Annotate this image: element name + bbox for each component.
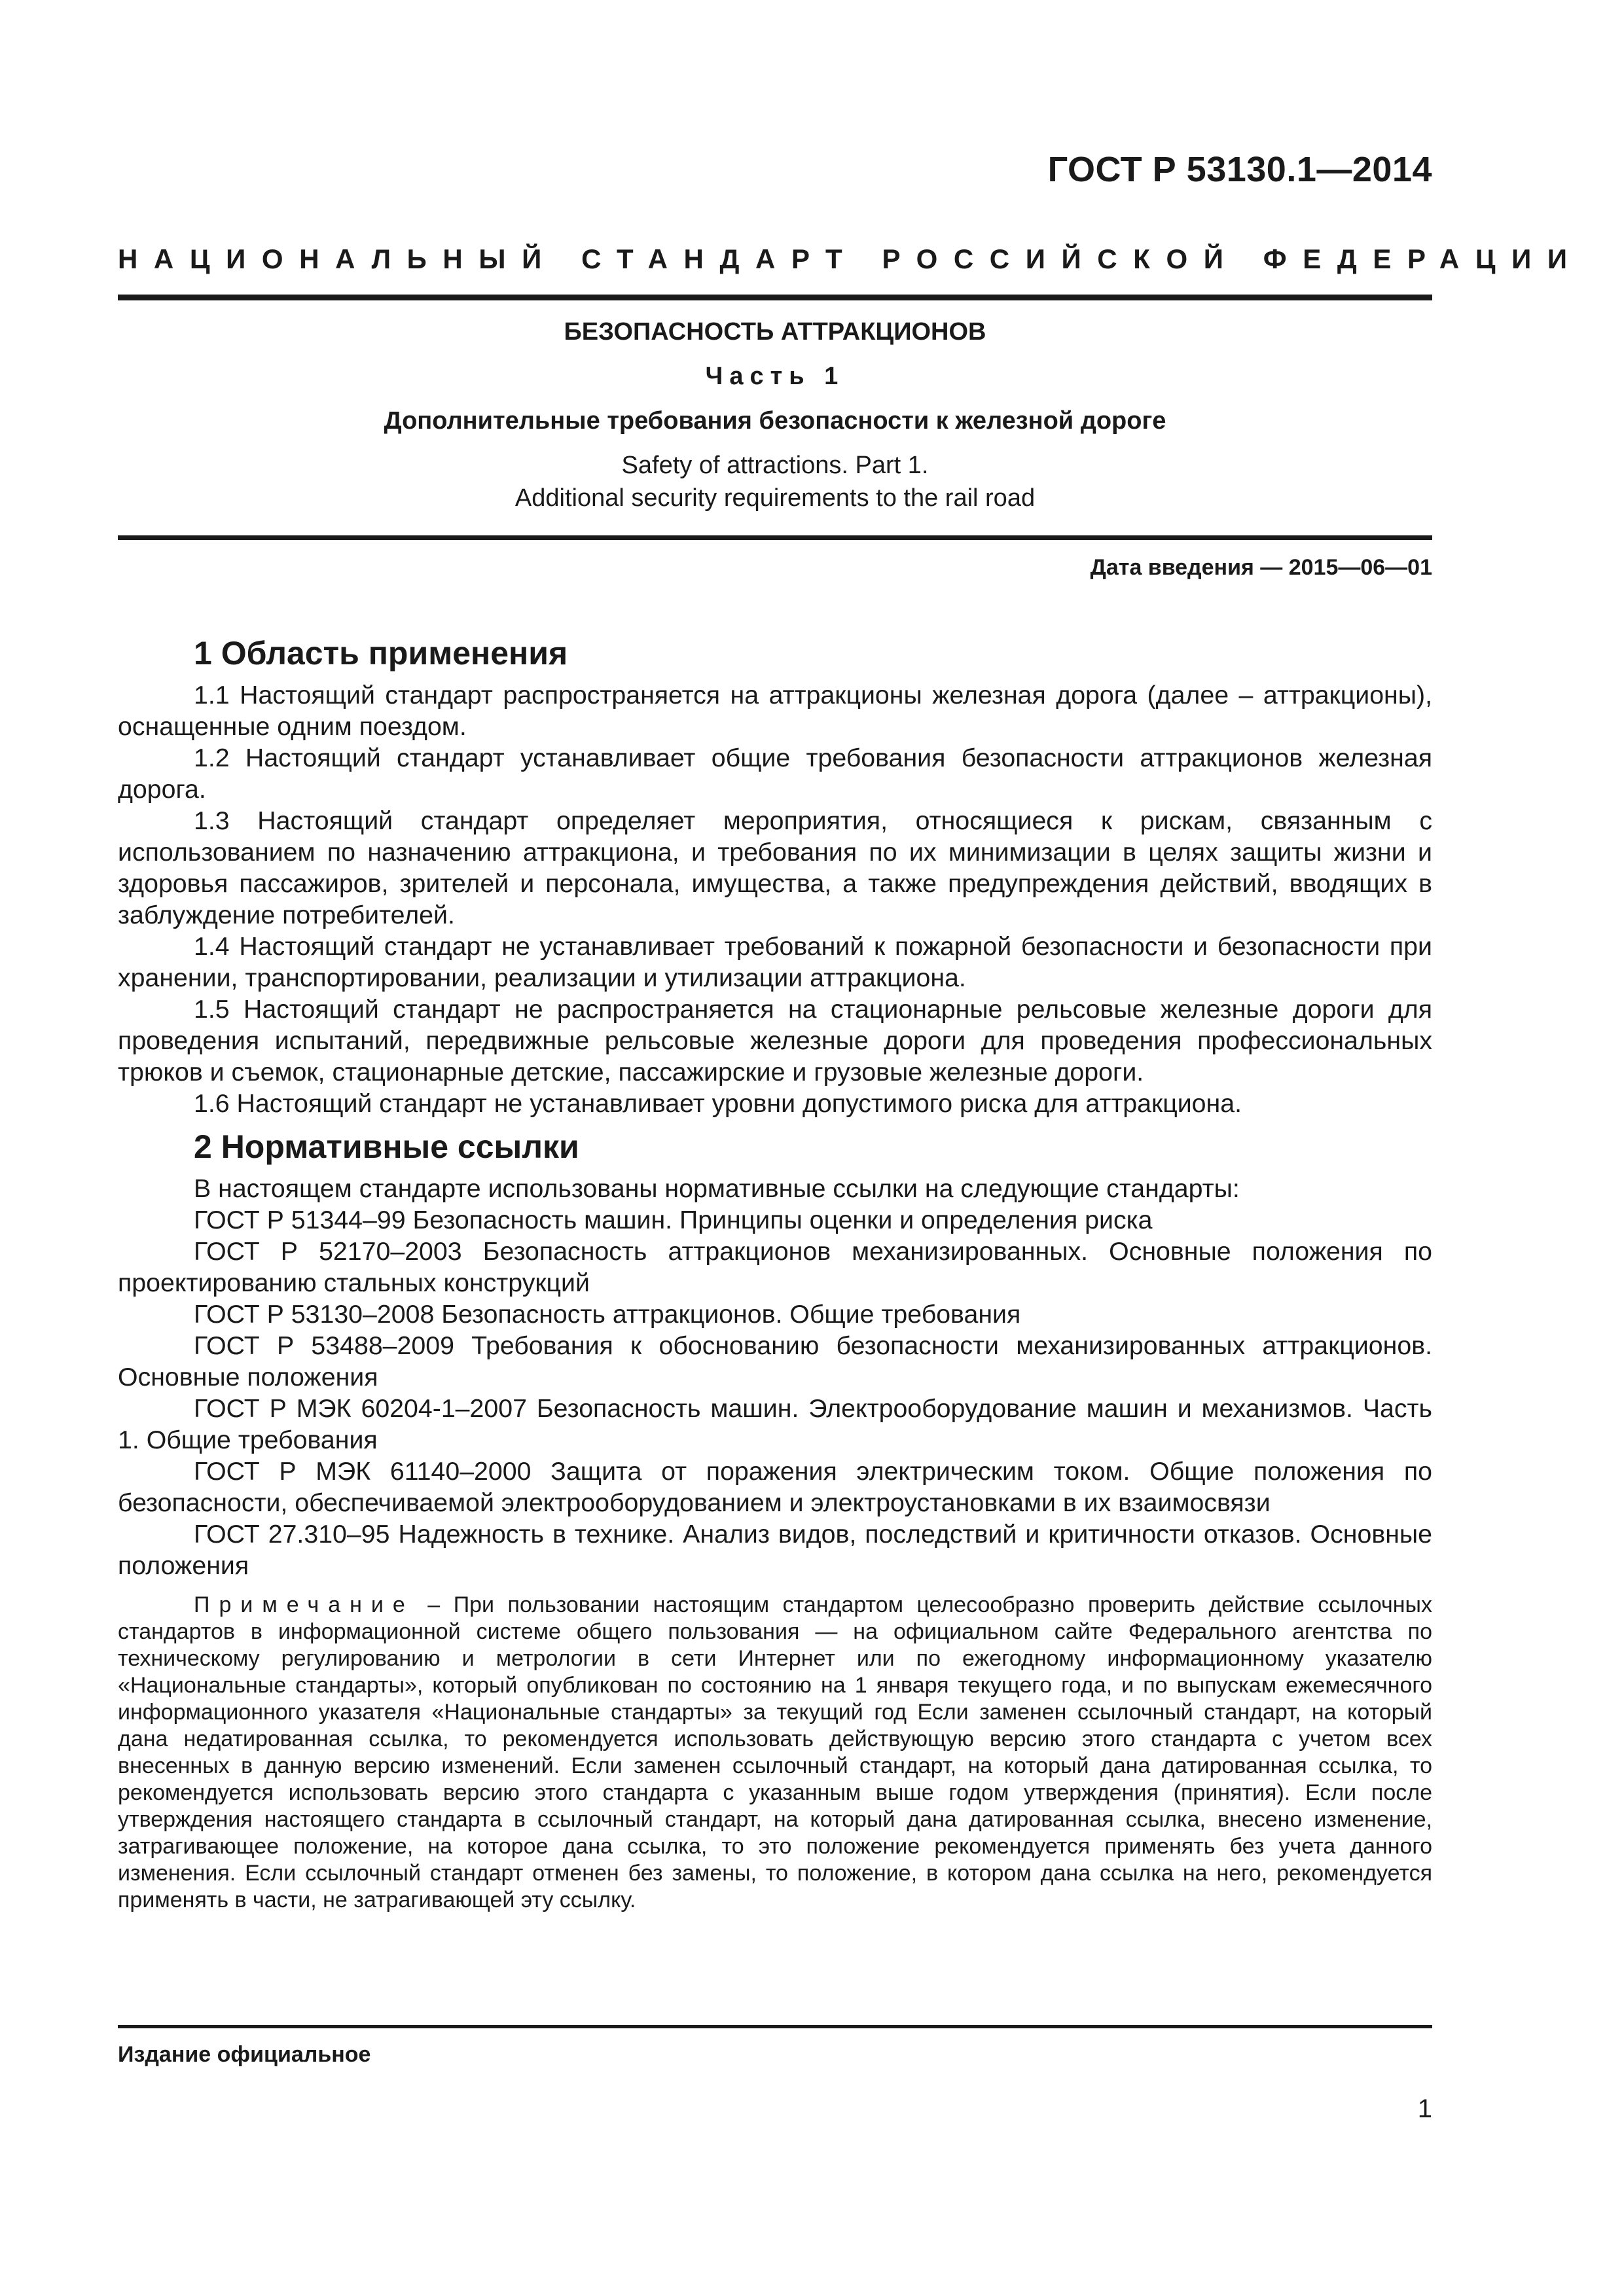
title-rule [118,535,1432,540]
reference-item: ГОСТ Р МЭК 60204-1–2007 Безопасность машин. Электрооборудование машин и механизмов. Часть 1. Общие требования [118,1394,1432,1454]
title-english [118,449,1432,514]
reference-item: ГОСТ Р 53130–2008 Безопасность аттракционов. Общие требования [194,1300,1021,1329]
title-block [118,315,1432,514]
note-text: – При пользовании настоящим стандартом целесообразно проверить действие ссылочных стандартов в информационной системе общего пользования — на официальном сайте Федерального агентства по техническому регулированию и метрологии в сети Интернет или по ежегодному информационному указателю «Национальные стандарты», который опубликован по состоянию на 1 января текущего года, и по выпускам ежемесячного информационного указателя «Национальные стандарты» за текущий год Если заменен ссылочный стандарт, на который дана недатированная ссылка, то рекомендуется использовать действующую версию этого стандарта с учетом всех внесенных в данную версию изменений. Если заменен ссылочный стандарт, на который дана датированная ссылка, то рекомендуется использовать версию этого стандарта с указанным выше годом утверждения (принятия). Если после утверждения настоящего стандарта в ссылочный стандарт, на который дана датированная ссылка, внесено изменение, затрагивающее положение, на которое дана ссылка, то это положение рекомендуется применять без учета данного изменения. Если ссылочный стандарт отменен без замены, то положение, в котором дана ссылка на него, рекомендуется применять в части, не затрагивающей эту ссылку. [118,1592,1432,1912]
title-english-line-2: Additional security requirements to the rail road [514,484,1036,512]
references-intro: В настоящем стандарте использованы нормативные ссылки на следующие стандарты: [194,1174,1240,1203]
title-main: БЕЗОПАСНОСТЬ АТТРАКЦИОНОВ [564,318,986,346]
reference-item: ГОСТ Р 52170–2003 Безопасность аттракционов механизированных. Основные положения по проектированию стальных конструкций [118,1237,1432,1297]
date-of-introduction: Дата введения — 2015—06—01 [1090,555,1432,580]
clause-1-5: 1.5 Настоящий стандарт не распространяется на стационарные рельсовые железные дороги для проведения испытаний, передвижные рельсовые железные дороги для проведения профессиональных трюков и съемок, стационарные детские, пассажирские и грузовые железные дороги. [118,995,1432,1086]
top-rule [118,295,1432,300]
clause-1-4: 1.4 Настоящий стандарт не устанавливает требований к пожарной безопасности и безопасности при хранении, транспортировании, реализации и утилизации аттракциона. [118,932,1432,992]
title-part: Часть 1 [705,363,845,390]
reference-item: ГОСТ Р 51344–99 Безопасность машин. Принципы оценки и определения риска [194,1206,1153,1234]
document-body [118,632,1432,1914]
note-label: Примечание [194,1592,414,1617]
clause-1-2: 1.2 Настоящий стандарт устанавливает общие требования безопасности аттракционов железная дорога. [118,744,1432,804]
title-subtitle: Дополнительные требования безопасности к железной дороге [384,407,1166,435]
reference-item: ГОСТ Р 53488–2009 Требования к обоснованию безопасности механизированных аттракционов. Основные положения [118,1331,1432,1391]
clause-1-6: 1.6 Настоящий стандарт не устанавливает уровни допустимого риска для аттракциона. [194,1089,1242,1118]
reference-item: ГОСТ 27.310–95 Надежность в технике. Анализ видов, последствий и критичности отказов. Основные положения [118,1520,1432,1580]
page-number: 1 [1417,2094,1432,2123]
footer-rule [118,2025,1432,2028]
clause-1-3: 1.3 Настоящий стандарт определяет мероприятия, относящиеся к рискам, связанным с использованием по назначению аттракциона, и требования по их минимизации в целях защиты жизни и здоровья пассажиров, зрителей и персонала, имущества, а также предупреждения действий, вводящих в заблуждение потребителей. [118,806,1432,929]
section-1-heading: 1 Область применения [194,635,568,672]
section-2-heading: 2 Нормативные ссылки [194,1128,579,1165]
clause-1-1: 1.1 Настоящий стандарт распространяется на аттракционы железная дорога (далее – аттракционы), оснащенные одним поездом. [118,681,1432,741]
document-number: ГОСТ Р 53130.1—2014 [1047,150,1432,189]
official-edition-label: Издание официальное [118,2042,371,2067]
reference-item: ГОСТ Р МЭК 61140–2000 Защита от поражения электрическим током. Общие положения по безопасности, обеспечиваемой электрооборудованием и электроустановками в их взаимосвязи [118,1457,1432,1517]
national-standard-header: НАЦИОНАЛЬНЫЙ СТАНДАРТ РОССИЙСКОЙ ФЕДЕРАЦИИ [118,243,1583,274]
title-english-line-1: Safety of attractions. Part 1. [621,452,929,479]
note-paragraph [118,1592,1432,1914]
